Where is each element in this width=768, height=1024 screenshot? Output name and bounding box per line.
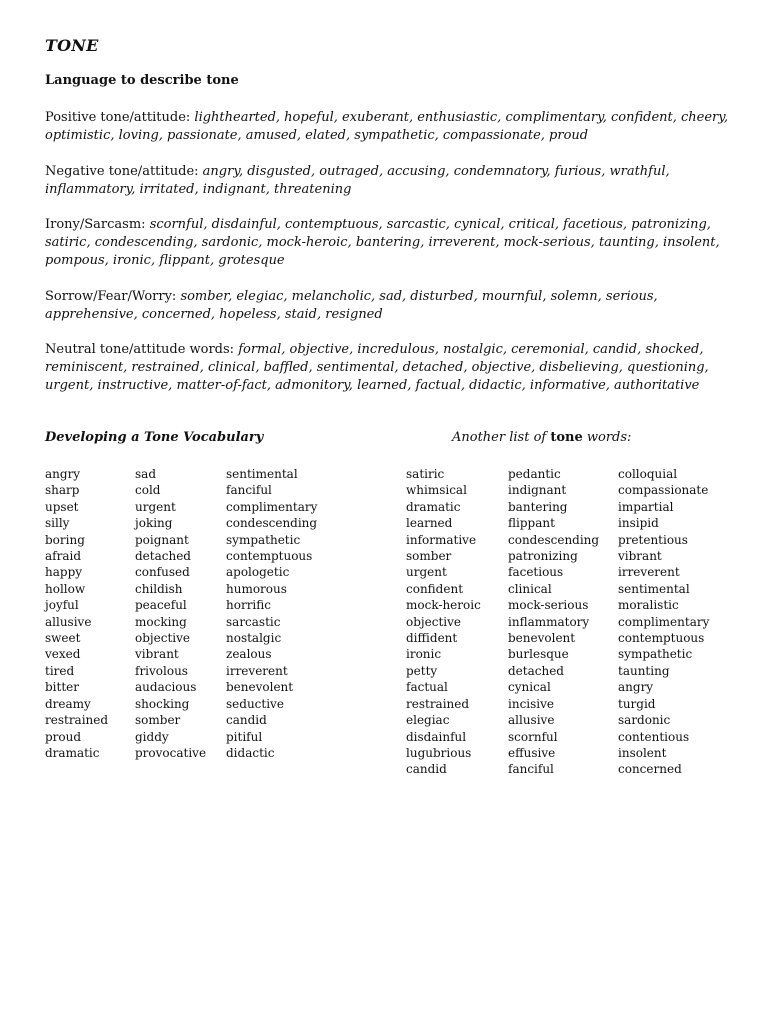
tone-word: sympathetic: [618, 647, 693, 662]
category-words: angry, disgusted, outraged, accusing, condemnatory, furious, wrathful, inflammatory, irritated, indignant, threatening: [45, 164, 670, 197]
category-words: formal, objective, incredulous, nostalgic, ceremonial, candid, shocked, reminiscent, restrained, clinical, baffled, sentimental, detached, objective, disbelieving, questioning, urgent, instructive, matter-of-fact, admonitory, learned, factual, didactic, informative, authoritative: [45, 342, 709, 393]
tone-word: lugubrious: [406, 745, 472, 760]
tone-word: insipid: [618, 516, 659, 531]
tone-word: cynical: [508, 680, 551, 695]
tone-word: diffident: [406, 631, 458, 646]
tone-word: silly: [45, 516, 70, 531]
tone-word: clinical: [508, 581, 552, 596]
tone-word: concerned: [618, 762, 682, 777]
tone-word: proud: [45, 729, 82, 744]
negative-tone-paragraph: [45, 163, 735, 199]
tone-word: inflammatory: [508, 614, 590, 629]
tone-word: audacious: [135, 680, 197, 695]
tone-word: vibrant: [135, 647, 179, 662]
tone-word: dreamy: [45, 696, 91, 711]
tone-word: fanciful: [226, 483, 272, 498]
right-word-column-1: [406, 466, 481, 778]
tone-word: sentimental: [226, 467, 298, 481]
tone-word: bantering: [508, 499, 568, 514]
tone-word: detached: [508, 663, 564, 678]
tone-word: childish: [135, 581, 183, 596]
tone-word: ironic: [406, 647, 442, 662]
category-label: Positive tone/attitude:: [45, 110, 195, 125]
tone-word: humorous: [226, 581, 287, 596]
tone-word: sweet: [45, 631, 81, 646]
tone-word: urgent: [135, 499, 176, 514]
category-words: somber, elegiac, melancholic, sad, disturbed, mournful, solemn, serious, apprehensive, concerned, hopeless, staid, resigned: [45, 289, 658, 322]
left-word-column-3: [226, 466, 317, 761]
tone-word: joyful: [45, 598, 79, 613]
tone-word: candid: [406, 762, 447, 777]
tone-word: patronizing: [508, 549, 578, 564]
tone-word: benevolent: [226, 680, 294, 695]
tone-word: flippant: [508, 516, 555, 531]
tone-word: somber: [135, 713, 181, 728]
tone-word: seductive: [226, 696, 284, 711]
tone-word: hollow: [45, 581, 86, 596]
tone-word: pedantic: [508, 467, 561, 481]
tone-word: scornful: [508, 729, 558, 744]
tone-word: contentious: [618, 729, 690, 744]
tone-word: horrific: [226, 598, 271, 613]
tone-word: impartial: [618, 499, 674, 514]
tone-word: complimentary: [618, 614, 710, 629]
right-word-column-2: [508, 466, 599, 778]
tone-word: whimsical: [406, 483, 467, 498]
tone-word: sad: [135, 467, 156, 481]
tone-word: didactic: [226, 745, 275, 760]
tone-word: allusive: [508, 713, 555, 728]
tone-word: allusive: [45, 614, 92, 629]
tone-word: facetious: [508, 565, 564, 580]
tone-word: learned: [406, 516, 453, 531]
tone-word: condescending: [226, 516, 318, 531]
tone-word: vibrant: [618, 549, 662, 564]
tone-word: dramatic: [45, 745, 100, 760]
right-word-column-3: [618, 466, 709, 778]
category-words: lighthearted, hopeful, exuberant, enthusiastic, complimentary, confident, cheery, optimistic, loving, passionate, amused, elated, sympathetic, compassionate, proud: [45, 110, 729, 143]
tone-word: contemptuous: [618, 631, 705, 646]
tone-word: fanciful: [508, 762, 554, 777]
tone-word: colloquial: [618, 467, 678, 481]
tone-word: afraid: [45, 549, 82, 564]
tone-word: moralistic: [618, 598, 679, 613]
tone-word: shocking: [135, 696, 190, 711]
tone-word: giddy: [135, 729, 169, 744]
tone-word: provocative: [135, 745, 207, 760]
tone-word: nostalgic: [226, 631, 282, 646]
tone-word: benevolent: [508, 631, 576, 646]
another-list-prefix: Another list of: [452, 430, 551, 445]
tone-word: confused: [135, 565, 190, 580]
vocabulary-heading: Developing a Tone Vocabulary: [45, 430, 264, 445]
tone-word: objective: [406, 614, 461, 629]
tone-word: informative: [406, 532, 477, 547]
tone-word: sharp: [45, 483, 80, 498]
tone-word: detached: [135, 549, 191, 564]
tone-word: pretentious: [618, 532, 688, 547]
tone-word: satiric: [406, 467, 445, 481]
another-list-suffix: words:: [582, 430, 632, 445]
tone-word: effusive: [508, 745, 556, 760]
tone-word: insolent: [618, 745, 667, 760]
tone-word: vexed: [45, 647, 81, 662]
section-subtitle: Language to describe tone: [45, 73, 239, 88]
tone-word: burlesque: [508, 647, 569, 662]
neutral-tone-paragraph: [45, 341, 735, 395]
tone-word: contemptuous: [226, 549, 313, 564]
tone-word: compassionate: [618, 483, 709, 498]
tone-word: restrained: [45, 713, 109, 728]
tone-word: complimentary: [226, 499, 318, 514]
tone-word: taunting: [618, 663, 670, 678]
tone-word: indignant: [508, 483, 567, 498]
tone-word: condescending: [508, 532, 600, 547]
tone-word: joking: [135, 516, 173, 531]
left-word-column-1: [45, 466, 108, 761]
tone-word: mock-heroic: [406, 598, 481, 613]
tone-word: mock-serious: [508, 598, 589, 613]
tone-word: zealous: [226, 647, 272, 662]
tone-word: irreverent: [618, 565, 680, 580]
tone-word: turgid: [618, 696, 656, 711]
category-label: Sorrow/Fear/Worry:: [45, 289, 181, 304]
tone-word: upset: [45, 499, 79, 514]
tone-word: sardonic: [618, 713, 671, 728]
tone-word: irreverent: [226, 663, 288, 678]
tone-word: angry: [45, 467, 81, 481]
tone-word: disdainful: [406, 729, 467, 744]
tone-word: apologetic: [226, 565, 290, 580]
tone-word: elegiac: [406, 713, 450, 728]
page-title: TONE: [45, 36, 99, 55]
category-label: Negative tone/attitude:: [45, 164, 203, 179]
tone-word: incisive: [508, 696, 555, 711]
irony-sarcasm-paragraph: [45, 216, 735, 270]
category-label: Irony/Sarcasm:: [45, 217, 150, 232]
tone-word: objective: [135, 631, 190, 646]
positive-tone-paragraph: [45, 109, 735, 145]
left-word-column-2: [135, 466, 206, 761]
tone-word: poignant: [135, 532, 189, 547]
tone-word: cold: [135, 483, 161, 498]
tone-word: sarcastic: [226, 614, 281, 629]
tone-word: peaceful: [135, 598, 187, 613]
tone-word: mocking: [135, 614, 187, 629]
tone-word: boring: [45, 532, 85, 547]
tone-word: factual: [406, 680, 448, 695]
tone-word: tired: [45, 663, 75, 678]
category-label: Neutral tone/attitude words:: [45, 342, 239, 357]
tone-word: confident: [406, 581, 464, 596]
category-words: scornful, disdainful, contemptuous, sarcastic, cynical, critical, facetious, patronizing, satiric, condescending, sardonic, mock-heroic, bantering, irreverent, mock-serious, taunting, insolent, pompous, ironic, flippant, grotesque: [45, 217, 720, 268]
another-list-heading: [452, 430, 631, 445]
tone-word: somber: [406, 549, 452, 564]
tone-word: bitter: [45, 680, 80, 695]
tone-word: restrained: [406, 696, 470, 711]
sorrow-fear-worry-paragraph: [45, 288, 735, 324]
tone-word: urgent: [406, 565, 447, 580]
tone-word: candid: [226, 713, 267, 728]
tone-word: sympathetic: [226, 532, 301, 547]
another-list-bold: tone: [550, 430, 583, 445]
tone-word: dramatic: [406, 499, 461, 514]
tone-word: petty: [406, 663, 438, 678]
tone-word: angry: [618, 680, 654, 695]
tone-word: pitiful: [226, 729, 263, 744]
tone-word: frivolous: [135, 663, 188, 678]
tone-word: sentimental: [618, 581, 690, 596]
tone-word: happy: [45, 565, 83, 580]
